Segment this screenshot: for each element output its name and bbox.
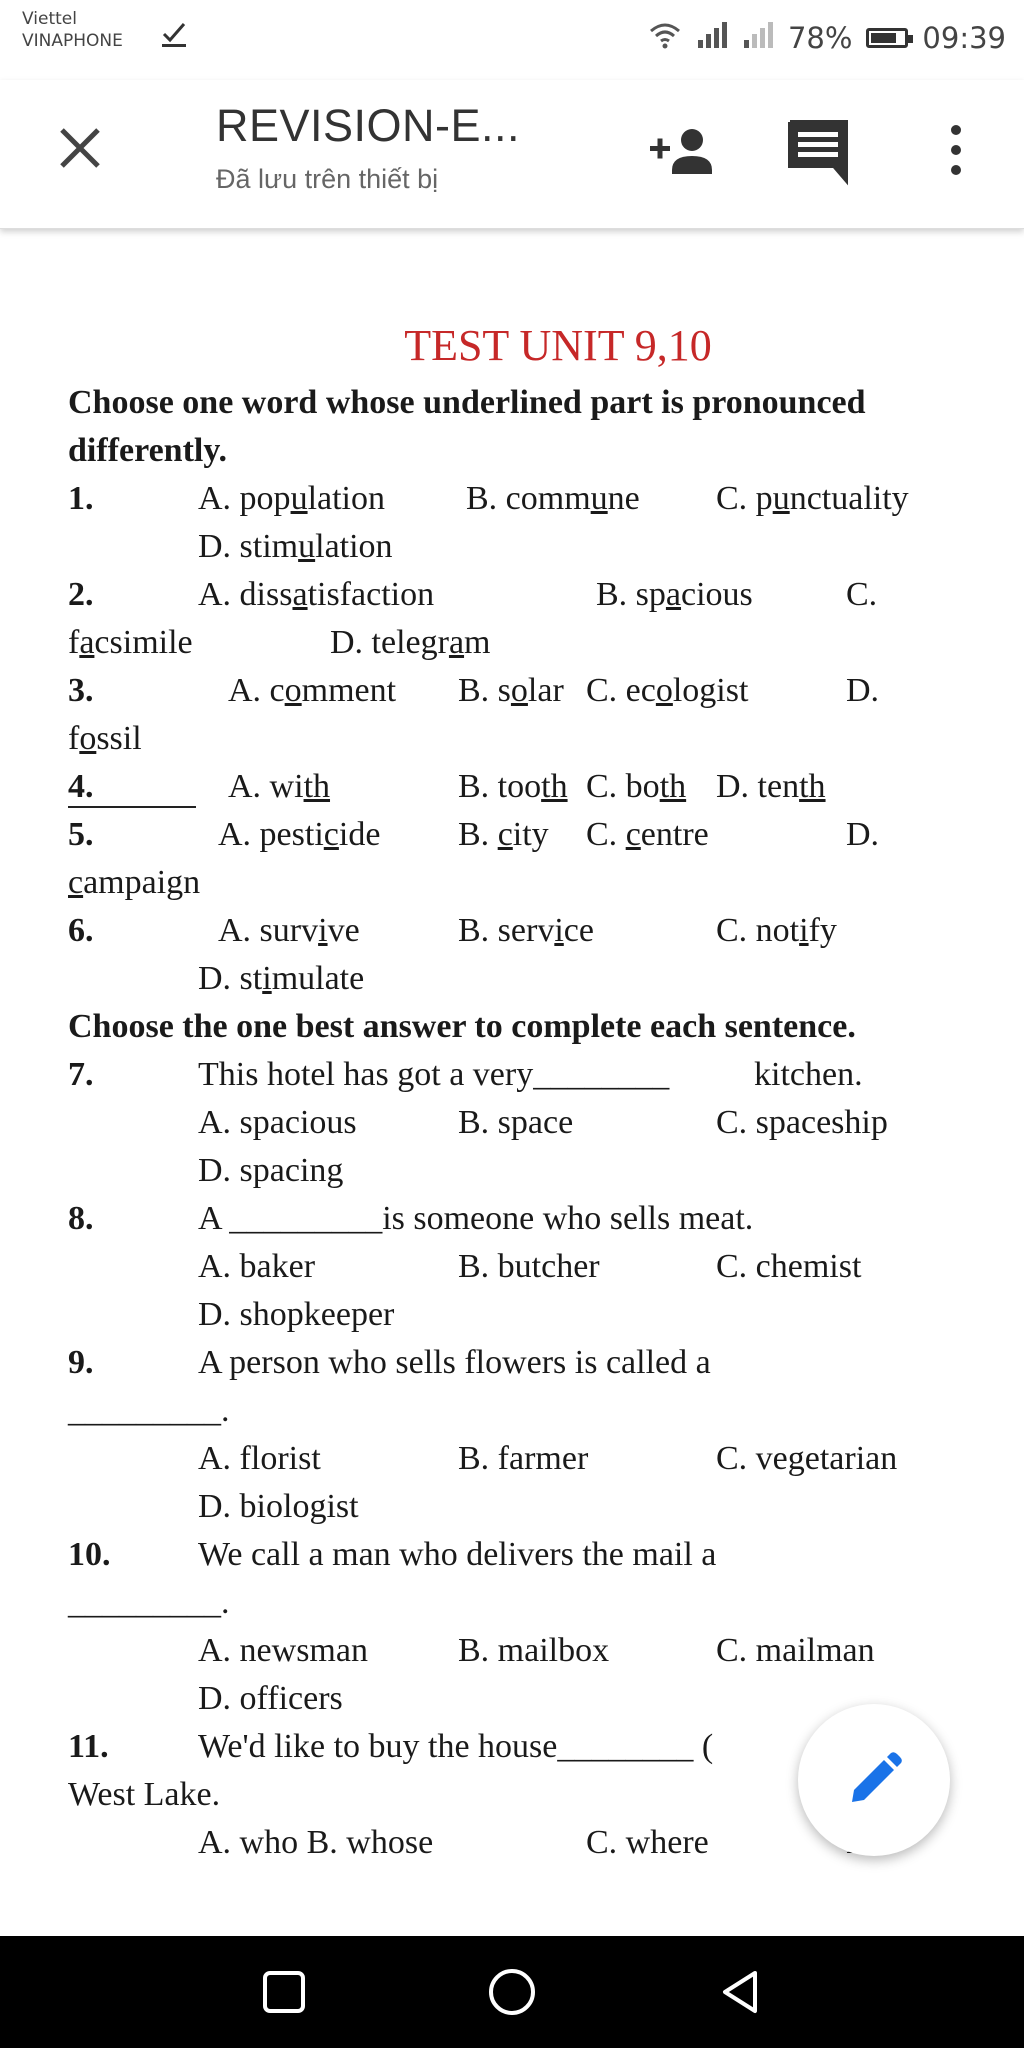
opt-text: ce — [563, 912, 594, 949]
question-8-options-2 — [68, 1296, 968, 1344]
opt-text: lation — [315, 528, 393, 565]
question-number: 3. — [68, 672, 94, 709]
question-7 — [68, 1056, 968, 1104]
battery-percent: 78% — [787, 21, 853, 55]
option-d — [68, 720, 142, 758]
opt-text: A. surv — [218, 912, 319, 949]
opt-text: B. — [458, 816, 498, 853]
opt-text: csimile — [94, 624, 193, 661]
battery-icon — [866, 28, 908, 48]
signal-2-icon — [742, 20, 774, 57]
option-c: C. chemist — [716, 1248, 862, 1285]
underlined-part: o — [284, 672, 302, 709]
opt-text: fy — [808, 912, 837, 949]
question-2-line-2 — [68, 624, 968, 672]
option-a — [218, 816, 380, 854]
option-b — [458, 816, 549, 854]
underlined-part: th — [541, 768, 568, 805]
home-button[interactable] — [482, 1962, 542, 2022]
option-d: D. biologist — [198, 1488, 359, 1525]
option-c: C. mailman — [716, 1632, 875, 1669]
document-title: REVISION-E... — [216, 100, 521, 151]
status-icons — [648, 14, 1006, 62]
stem-text: This hotel has got a very — [198, 1056, 534, 1093]
underlined-part: o — [79, 720, 97, 757]
opt-text: f — [68, 720, 80, 757]
question-7-options-2 — [68, 1152, 968, 1200]
underlined-part: c — [68, 864, 84, 901]
opt-text: C. ec — [586, 672, 656, 709]
question-9 — [68, 1344, 968, 1392]
option-a — [218, 912, 360, 950]
opt-text: m — [464, 624, 491, 661]
option-d — [198, 960, 364, 998]
option-a: A. baker — [198, 1248, 316, 1285]
question-stem-cont: West Lake. — [68, 1776, 221, 1813]
underlined-part: u — [298, 528, 316, 565]
carrier-2: VINAPHONE — [22, 31, 123, 51]
section-2-heading-text: Choose the one best answer to complete each sentence. — [68, 1008, 856, 1045]
opt-text: mulate — [271, 960, 365, 997]
battery-fill — [871, 33, 896, 43]
question-number: 5. — [68, 816, 94, 853]
option-d — [198, 528, 393, 566]
underlined-part: a — [79, 624, 95, 661]
system-nav-bar — [0, 1936, 1024, 2048]
option-c — [716, 480, 909, 518]
question-6-line-2 — [68, 960, 968, 1008]
clock: 09:39 — [922, 21, 1006, 55]
option-c-label: C. — [846, 576, 878, 613]
section-1-heading-text-1: Choose one word whose underlined part is pronounced — [68, 384, 866, 421]
question-2 — [68, 576, 968, 624]
underlined-part: i — [799, 912, 809, 949]
app-bar — [0, 80, 1024, 229]
opt-text: lar — [527, 672, 564, 709]
question-number: 1. — [68, 480, 94, 517]
sim-check-icon — [160, 20, 188, 57]
opt-text: C. not — [716, 912, 800, 949]
option-b: B. mailbox — [458, 1632, 610, 1669]
opt-text: ne — [607, 480, 640, 517]
opt-text: B. sp — [596, 576, 666, 613]
question-number: 11. — [68, 1728, 109, 1765]
section-1-heading-line-2 — [68, 432, 968, 480]
opt-text: ampaign — [83, 864, 201, 901]
option-c: C. vegetarian — [716, 1440, 898, 1477]
opt-text: B. too — [458, 768, 542, 805]
opt-text: nctuality — [789, 480, 909, 517]
close-icon — [57, 125, 103, 171]
signal-1-icon — [696, 20, 728, 57]
option-a-b: A. who B. whose — [198, 1824, 434, 1861]
option-a — [198, 480, 385, 518]
option-d — [716, 768, 826, 806]
option-c — [68, 624, 193, 662]
opt-text: B. comm — [466, 480, 591, 517]
option-a: A. spacious — [198, 1104, 357, 1141]
opt-text: A. pesti — [218, 816, 324, 853]
option-d — [330, 624, 491, 662]
carrier-1: Viettel — [22, 9, 77, 29]
underlined-part: c — [497, 816, 513, 853]
opt-text: D. telegr — [330, 624, 449, 661]
underlined-part: th — [799, 768, 826, 805]
more-options-button[interactable] — [938, 116, 974, 186]
option-c — [716, 912, 837, 950]
question-4 — [68, 768, 968, 816]
question-number: 10. — [68, 1536, 111, 1573]
underlined-part: a — [292, 576, 308, 613]
option-b — [458, 768, 568, 806]
answer-blank: _________. — [68, 1584, 230, 1621]
question-10-line-2 — [68, 1584, 968, 1632]
question-number: 6. — [68, 912, 94, 949]
recents-button[interactable] — [254, 1962, 314, 2022]
stem-text: is someone who sells meat. — [382, 1200, 754, 1237]
question-number: 7. — [68, 1056, 94, 1093]
option-d: D. officers — [198, 1680, 343, 1717]
underlined-part: i — [262, 960, 272, 997]
question-5 — [68, 816, 968, 864]
section-2-heading — [68, 1008, 968, 1056]
saved-status: Đã lưu trên thiết bị — [216, 164, 439, 194]
stem-text: We'd like to buy the house — [198, 1728, 558, 1765]
more-vert-icon — [938, 116, 974, 186]
question-stem: We call a man who delivers the mail a — [198, 1536, 717, 1573]
option-b — [458, 912, 594, 950]
opt-text: mment — [301, 672, 397, 709]
opt-text: tisfaction — [307, 576, 435, 613]
underlined-part: u — [590, 480, 608, 517]
option-d: D. shopkeeper — [198, 1296, 395, 1333]
underlined-part: u — [772, 480, 790, 517]
back-triangle-icon — [715, 1967, 765, 2017]
question-10-options — [68, 1632, 968, 1680]
opt-text: lation — [307, 480, 385, 517]
opt-text: C. — [586, 816, 626, 853]
option-a: A. newsman — [198, 1632, 368, 1669]
question-7-options — [68, 1104, 968, 1152]
answer-blank: _________ — [229, 1200, 383, 1237]
opt-text: A. wi — [228, 768, 304, 805]
opt-text: logist — [672, 672, 749, 709]
section-1-heading-line-1 — [68, 384, 968, 432]
underlined-part: i — [318, 912, 328, 949]
option-a — [198, 576, 434, 614]
question-stem — [198, 1728, 713, 1766]
underlined-part: u — [290, 480, 308, 517]
option-c — [586, 672, 748, 710]
test-title: TEST UNIT 9,10 — [404, 321, 712, 370]
option-a: A. florist — [198, 1440, 321, 1477]
opt-text: C. bo — [586, 768, 660, 805]
underlined-part: a — [448, 624, 465, 661]
underlined-part: a — [665, 576, 682, 613]
opt-text: D. ten — [716, 768, 800, 805]
opt-text: A. diss — [198, 576, 293, 613]
question-3 — [68, 672, 968, 720]
option-d — [68, 864, 200, 902]
question-number: 9. — [68, 1344, 94, 1381]
option-c — [586, 768, 686, 806]
edit-fab-button[interactable] — [798, 1704, 950, 1856]
question-9-options — [68, 1440, 968, 1488]
add-person-icon — [648, 120, 720, 184]
carrier-labels — [22, 8, 123, 52]
underlined-part: th — [659, 768, 687, 805]
underlined-part: th — [303, 768, 331, 805]
close-button[interactable] — [50, 118, 110, 178]
opt-text: A. c — [228, 672, 285, 709]
option-b — [466, 480, 640, 518]
question-9-options-2 — [68, 1488, 968, 1536]
opt-text: ssil — [96, 720, 142, 757]
option-d-label: D. — [846, 672, 880, 709]
section-1-heading-text-2: differently. — [68, 432, 227, 469]
document-content — [68, 320, 968, 1872]
question-stem: A person who sells flowers is called a — [198, 1344, 711, 1381]
option-d: D. spacing — [198, 1152, 344, 1189]
back-button[interactable] — [710, 1962, 770, 2022]
opt-text: C. p — [716, 480, 773, 517]
question-1-line-2 — [68, 528, 968, 576]
question-3-line-2 — [68, 720, 968, 768]
opt-text: B. s — [458, 672, 511, 709]
status-bar — [0, 0, 1024, 80]
option-a — [228, 768, 330, 806]
underlined-part: o — [655, 672, 673, 709]
opt-text: cious — [681, 576, 753, 613]
recents-square-icon — [259, 1967, 309, 2017]
question-number: 2. — [68, 576, 94, 613]
question-6 — [68, 912, 968, 960]
home-circle-icon — [485, 1965, 539, 2019]
option-a — [228, 672, 396, 710]
comment-button[interactable] — [786, 116, 850, 186]
opt-text: D. st — [198, 960, 263, 997]
option-b — [596, 576, 753, 614]
option-b — [458, 672, 564, 710]
question-5-line-2 — [68, 864, 968, 912]
answer-blank: _________. — [68, 1392, 230, 1429]
question-9-line-2 — [68, 1392, 968, 1440]
option-b: B. farmer — [458, 1440, 589, 1477]
wifi-icon — [648, 20, 682, 57]
question-stem — [198, 1200, 753, 1238]
underlined-part: c — [625, 816, 641, 853]
opt-text: ve — [327, 912, 360, 949]
option-b: B. space — [458, 1104, 574, 1141]
question-8-options — [68, 1248, 968, 1296]
underlined-part: i — [554, 912, 564, 949]
opt-text: ide — [338, 816, 381, 853]
option-c: C. where — [586, 1824, 709, 1861]
comment-icon — [786, 116, 850, 186]
option-d-label: D. — [846, 816, 880, 853]
opt-text: B. serv — [458, 912, 555, 949]
question-number: 8. — [68, 1200, 94, 1237]
answer-blank: ________ — [557, 1728, 694, 1765]
opt-text: entre — [640, 816, 709, 853]
opt-text: D. stim — [198, 528, 299, 565]
option-c: C. spaceship — [716, 1104, 888, 1141]
answer-blank: ________ — [533, 1056, 670, 1093]
question-10 — [68, 1536, 968, 1584]
question-1 — [68, 480, 968, 528]
edit-pencil-icon — [844, 1750, 904, 1810]
share-button[interactable] — [648, 120, 720, 184]
question-stem-end: kitchen. — [754, 1056, 863, 1093]
question-8 — [68, 1200, 968, 1248]
question-stem — [198, 1056, 669, 1094]
question-number: 4. — [68, 768, 196, 808]
underlined-part: o — [510, 672, 528, 709]
opt-text: ity — [512, 816, 549, 853]
stem-text: A — [198, 1200, 221, 1237]
option-b: B. butcher — [458, 1248, 600, 1285]
stem-text: ( — [701, 1728, 714, 1765]
opt-text: A. pop — [198, 480, 291, 517]
option-c — [586, 816, 709, 854]
underlined-part: c — [323, 816, 339, 853]
opt-text: f — [68, 624, 80, 661]
